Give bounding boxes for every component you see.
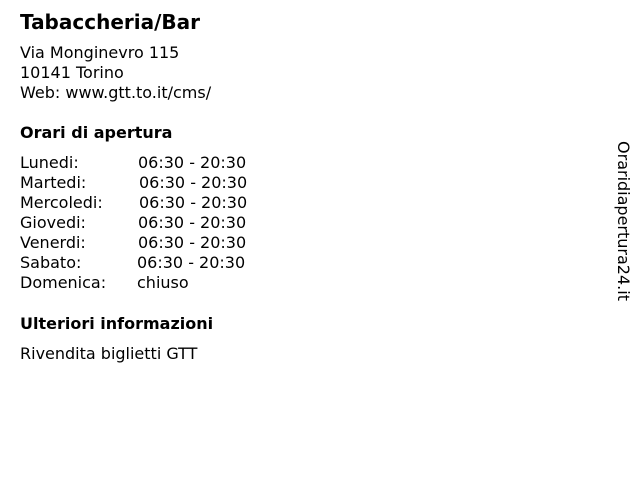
hours-value: 06:30 - 20:30 xyxy=(139,173,248,192)
hours-value: 06:30 - 20:30 xyxy=(138,153,247,172)
hours-value: 06:30 - 20:30 xyxy=(138,233,247,252)
address-block xyxy=(20,43,211,103)
day-label: Venerdi: xyxy=(20,233,86,252)
more-info-heading: Ulteriori informazioni xyxy=(20,314,214,333)
address-city: 10141 Torino xyxy=(20,63,124,82)
website-line[interactable]: Web: www.gtt.to.it/cms/ xyxy=(20,83,212,102)
hours-value: 06:30 - 20:30 xyxy=(139,193,248,212)
day-label: Giovedi: xyxy=(20,213,86,232)
hours-value: 06:30 - 20:30 xyxy=(138,213,247,232)
day-label: Martedi: xyxy=(20,173,87,192)
hours-value: chiuso xyxy=(137,273,189,292)
opening-hours-heading: Orari di apertura xyxy=(20,123,173,142)
day-label: Lunedi: xyxy=(20,153,79,172)
day-label: Sabato: xyxy=(20,253,82,272)
day-label: Mercoledi: xyxy=(20,193,103,212)
hours-value: 06:30 - 20:30 xyxy=(137,253,246,272)
more-info-text: Rivendita biglietti GTT xyxy=(20,344,198,363)
watermark-text: Oraridiapertura24.it xyxy=(614,141,633,301)
business-name: Tabaccheria/Bar xyxy=(20,10,201,34)
address-street: Via Monginevro 115 xyxy=(20,43,180,62)
day-label: Domenica: xyxy=(20,273,107,292)
